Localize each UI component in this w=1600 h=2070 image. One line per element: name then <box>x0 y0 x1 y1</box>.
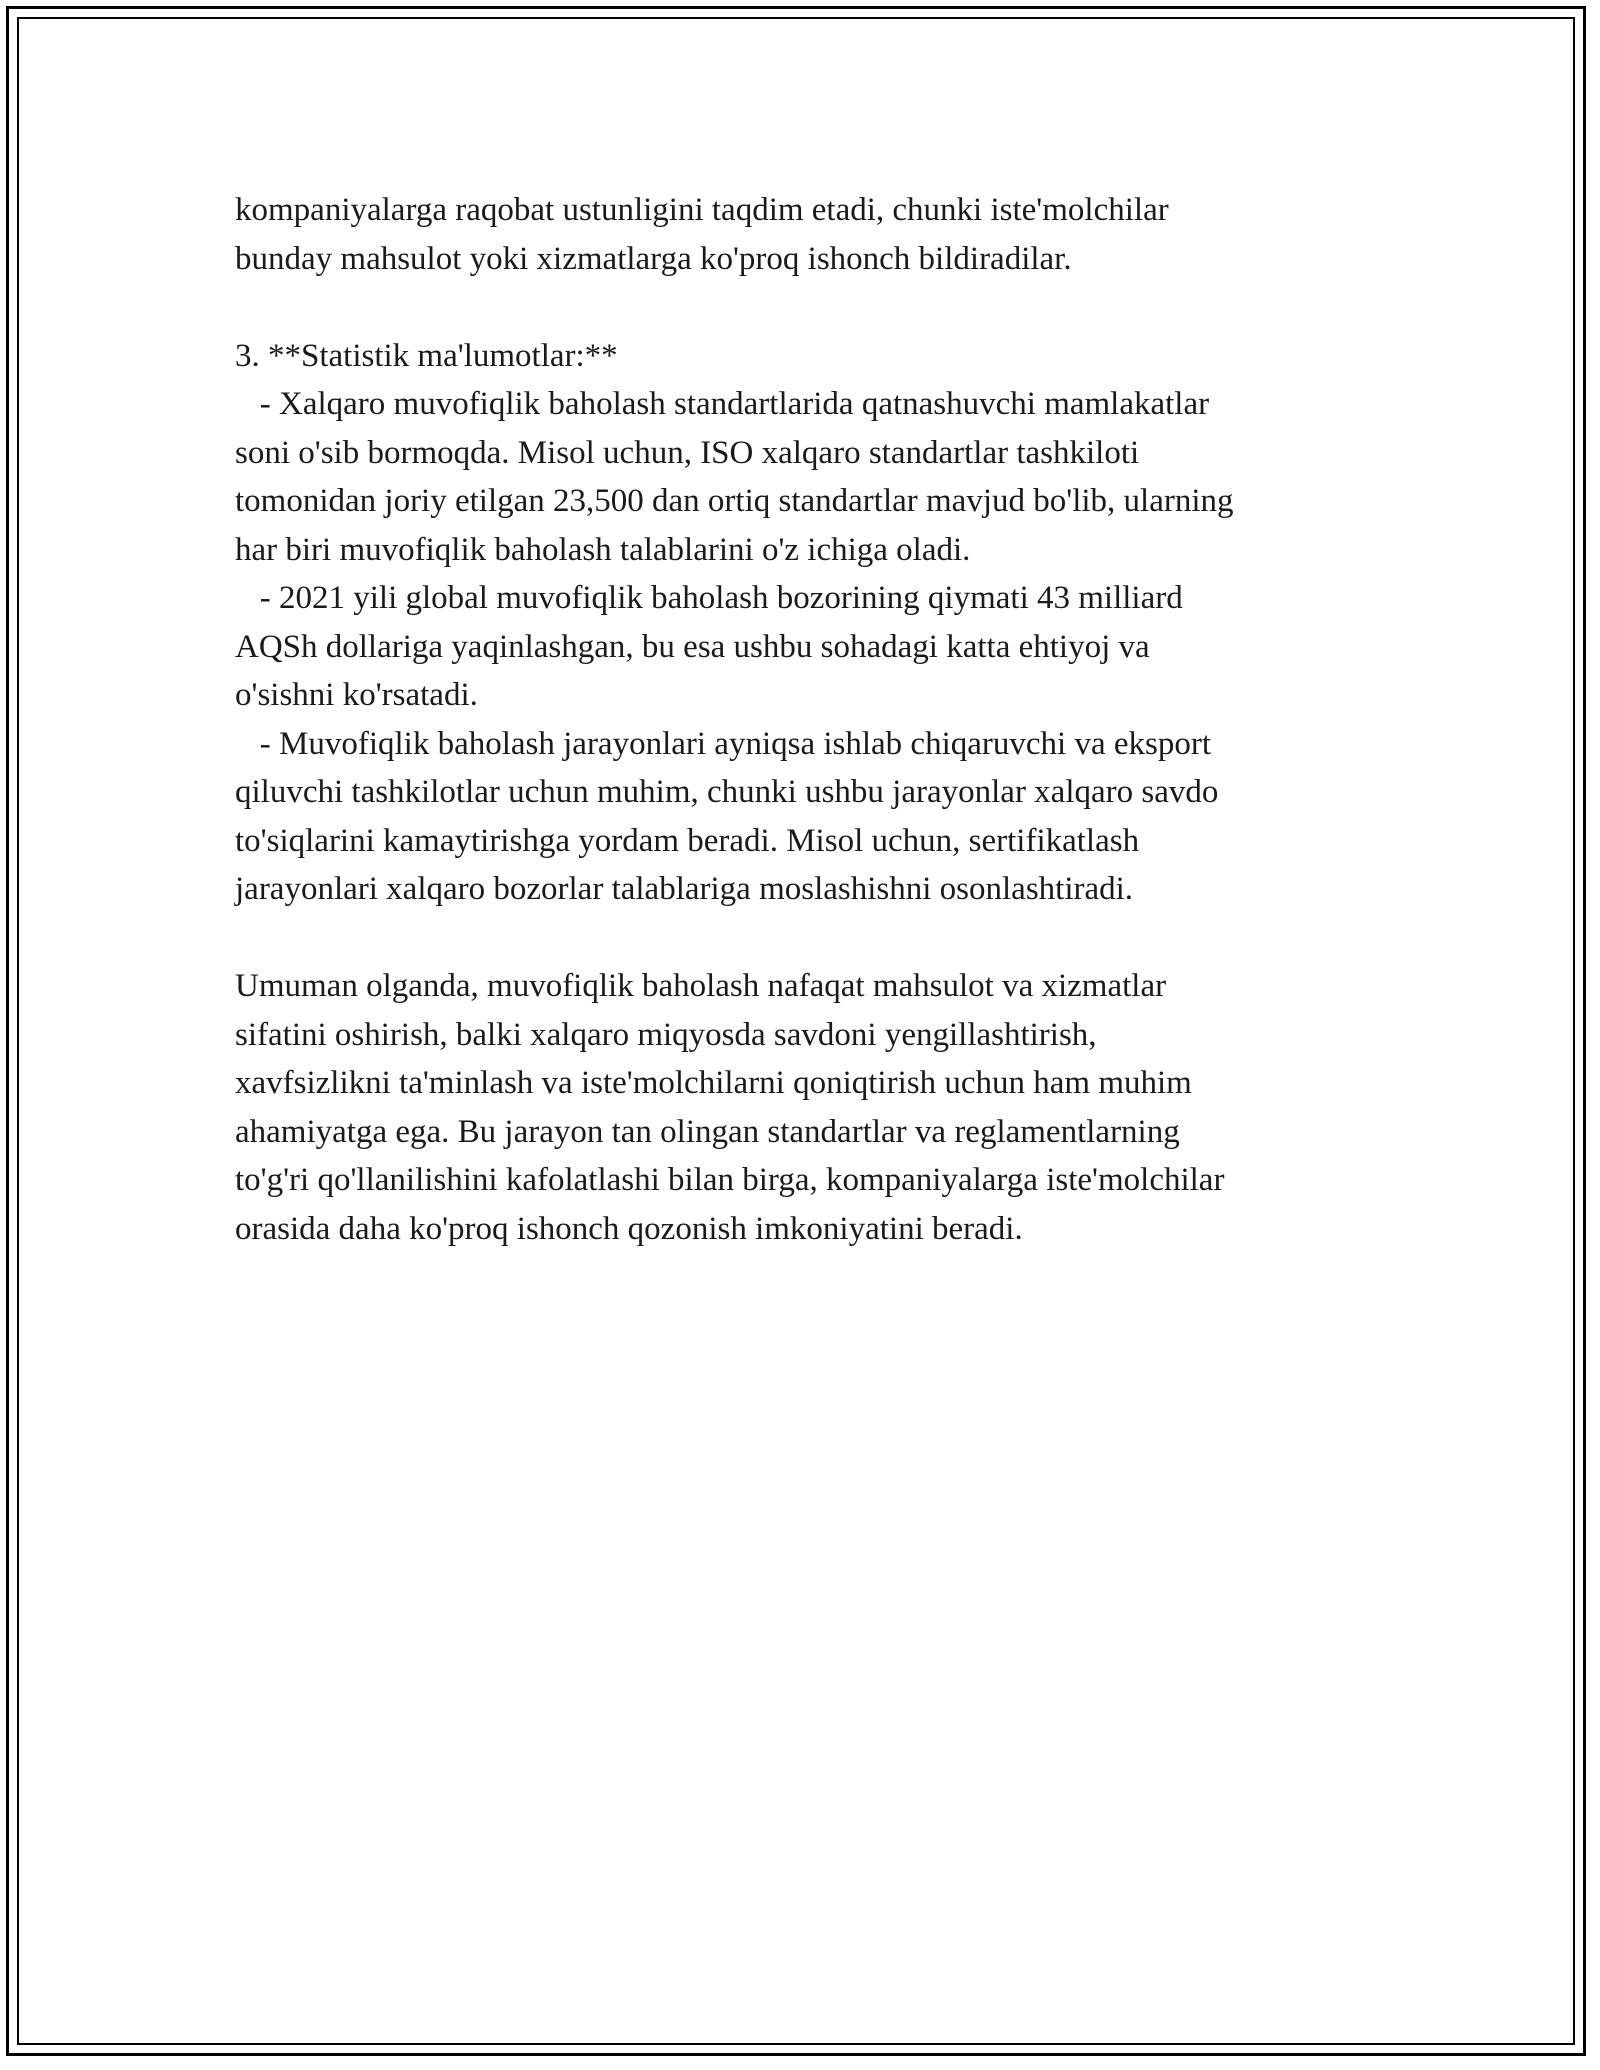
bullet-item <box>235 574 1395 720</box>
paragraph-conclusion <box>235 962 1395 1253</box>
text-line: har biri muvofiqlik baholash talablarini o'z ichiga oladi. <box>235 531 971 568</box>
text-line: jarayonlari xalqaro bozorlar talablariga moslashishni osonlashtiradi. <box>235 871 1134 907</box>
text-line: sifatini oshirish, balki xalqaro miqyosda savdoni yengillashtirish, <box>235 1016 1097 1053</box>
bullet-item <box>235 720 1395 914</box>
paragraph-gap <box>235 283 1395 332</box>
text-line: qiluvchi tashkilotlar uchun muhim, chunki ushbu jarayonlar xalqaro savdo <box>235 774 1219 810</box>
document-body <box>235 186 1395 1253</box>
text-line: bunday mahsulot yoki xizmatlarga ko'proq ishonch bildiradilar. <box>235 240 1072 277</box>
text-line: to'g'ri qo'llanilishini kafolatlashi bilan birga, kompaniyalarga iste'molchilar <box>235 1162 1225 1198</box>
text-line: Umuman olganda, muvofiqlik baholash nafaqat mahsulot va xizmatlar <box>235 968 1167 1004</box>
text-line: soni o'sib bormoqda. Misol uchun, ISO xalqaro standartlar tashkiloti <box>235 434 1140 471</box>
text-line: AQSh dollariga yaqinlashgan, bu esa ushbu sohadagi katta ehtiyoj va <box>235 628 1150 665</box>
text-line: kompaniyalarga raqobat ustunligini taqdim etadi, chunki iste'molchilar <box>235 192 1169 228</box>
text-line: - 2021 yili global muvofiqlik baholash bozorining qiymati 43 milliard <box>235 580 1183 616</box>
text-line: tomonidan joriy etilgan 23,500 dan ortiq standartlar mavjud bo'lib, ularning <box>235 483 1234 519</box>
text-line: - Xalqaro muvofiqlik baholash standartlarida qatnashuvchi mamlakatlar <box>235 386 1210 422</box>
section-heading: 3. **Statistik ma'lumotlar:** <box>235 337 618 374</box>
bullet-item <box>235 380 1395 574</box>
text-line: - Muvofiqlik baholash jarayonlari ayniqsa ishlab chiqaruvchi va eksport <box>235 725 1211 762</box>
text-line: to'siqlarini kamaytirishga yordam beradi. Misol uchun, sertifikatlash <box>235 822 1140 859</box>
text-line: ahamiyatga ega. Bu jarayon tan olingan standartlar va reglamentlarning <box>235 1113 1180 1150</box>
paragraph-intro-end <box>235 186 1395 283</box>
text-line: orasida daha ko'proq ishonch qozonish imkoniyatini beradi. <box>235 1210 1023 1247</box>
text-line: xavfsizlikni ta'minlash va iste'molchilarni qoniqtirish uchun ham muhim <box>235 1065 1192 1101</box>
text-line: o'sishni ko'rsatadi. <box>235 677 478 713</box>
paragraph-gap <box>235 914 1395 963</box>
